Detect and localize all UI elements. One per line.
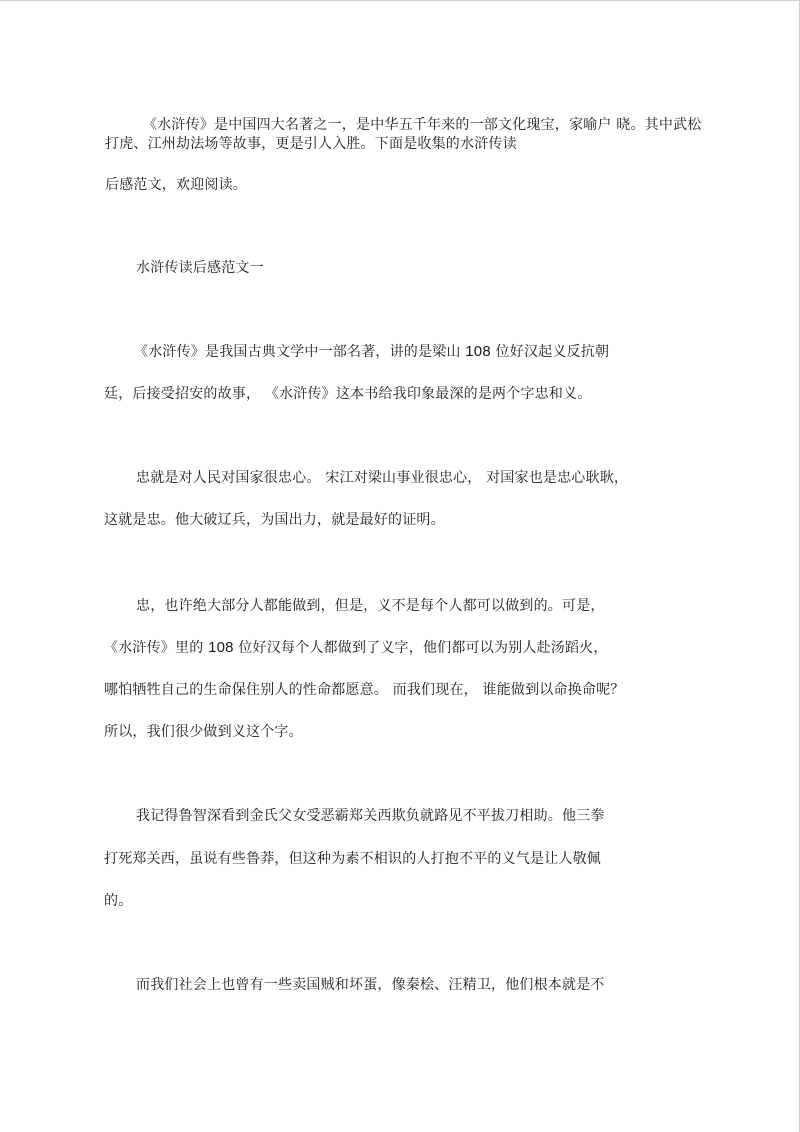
paragraph-4-line-3: 的。 [104, 893, 133, 909]
paragraph-2-line-1: 忠就是对人民对国家很忠心。 宋江对梁山事业很忠心， 对国家也是忠心耿耿， [136, 470, 629, 486]
paragraph-3-number: 108 [208, 639, 234, 656]
intro-line-2: 打虎、江州劫法场等故事，更是引人入胜。下面是收集的水浒传读 [105, 136, 517, 152]
paragraph-3-line-2-text-b: 位好汉每个人都做到了义字，他们都可以为别人赴汤蹈火， [233, 640, 608, 656]
paragraph-4-line-1: 我记得鲁智深看到金氏父女受恶霸郑关西欺负就路见不平拔刀相助。他三拳 [136, 808, 605, 824]
intro-line-1: 《水浒传》是中国四大名著之一，是中华五千年来的一部文化瑰宝，家喻户 晓。其中武松 [143, 117, 702, 133]
paragraph-4-line-2: 打死郑关西，虽说有些鲁莽，但这种为素不相识的人打抱不平的义气是让人敬佩 [104, 851, 601, 867]
intro-line-3: 后感范文，欢迎阅读。 [105, 177, 247, 193]
paragraph-1-line-2: 廷，后接受招安的故事， 《水浒传》这本书给我印象最深的是两个字忠和义。 [104, 386, 592, 402]
paragraph-5-line-1: 而我们社会上也曾有一些卖国贼和坏蛋，像秦桧、汪精卫，他们根本就是不 [136, 977, 605, 993]
paragraph-1-line-1-text-b: 位好汉起义反抗朝 [490, 344, 610, 360]
paragraph-1-line-1 [134, 343, 609, 361]
paragraph-3-line-4: 所以，我们很少做到义这个字。 [104, 724, 303, 740]
paragraph-3-line-2 [104, 639, 608, 657]
paragraph-3-line-3: 哪怕牺牲自己的生命保住别人的性命都愿意。 而我们现在， 谁能做到以命换命呢？ [104, 682, 625, 698]
paragraph-1-line-1-text-a: 《水浒传》是我国古典文学中一部名著，讲的是梁山 [134, 344, 466, 360]
paragraph-3-line-2-text-a: 《水浒传》里的 [104, 640, 209, 656]
paragraph-2-line-2: 这就是忠。他大破辽兵，为国出力，就是最好的证明。 [104, 512, 445, 528]
paragraph-1-number: 108 [465, 343, 491, 360]
paragraph-3-line-1: 忠，也许绝大部分人都能做到，但是，义不是每个人都可以做到的。可是， [136, 598, 605, 614]
section-title: 水浒传读后感范文一 [136, 260, 264, 276]
